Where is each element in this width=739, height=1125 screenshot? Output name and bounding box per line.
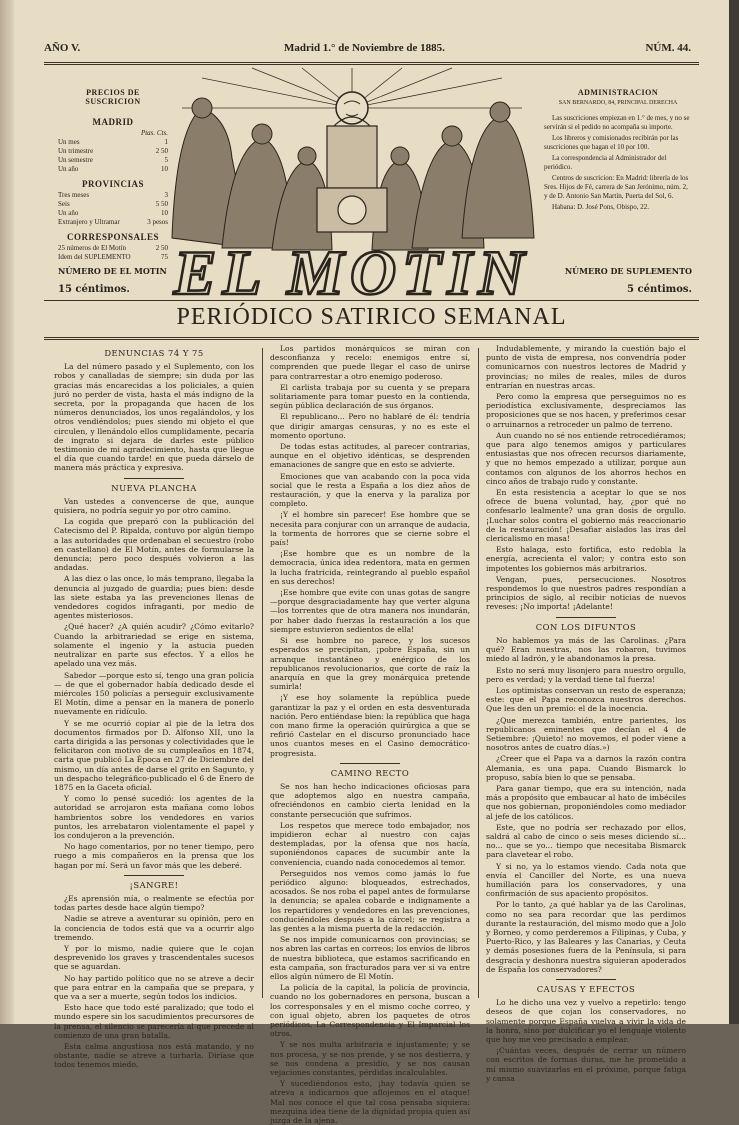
article-paragraph: Esta calma angustiosa nos está matando, y no obstante, nadie se atreve a turbarla. Diríase que todos tenemos miedo.: [54, 1042, 254, 1070]
article-paragraph: Indudablemente, y mirando la cuestión bajo el punto de vista de empresa, nos convendría poder comunicarnos con nuestros lectores de Madrid y provincias; no miles de reales, miles de duros entrarían en nuestras arcas.: [486, 344, 686, 390]
year-label: AÑO V.: [44, 42, 81, 54]
article-paragraph: Y si no, ya lo estamos viendo. Cada nota que envía el Canciller del Norte, es una nueva humillación para los conservadores, y una confirmación de sus apaciento propósitos.: [486, 861, 686, 899]
article-paragraph: Van ustedes a convencerse de que, aunque quisiera, no podría seguir yo por otro camino.: [54, 496, 254, 516]
date-label: Madrid 1.° de Noviembre de 1885.: [284, 42, 445, 54]
article-columns: [54, 344, 694, 1125]
price-row: Un año 10: [58, 209, 168, 217]
masthead-illustration: [162, 68, 542, 308]
article-paragraph: No hay partido político que no se atreve a decir que para entrar en la campaña que se prepara, y que va a ser a muerte, según todos los indicios.: [54, 973, 254, 1001]
column-divider: [262, 348, 263, 998]
article-paragraph: El carlista trabaja por su cuenta y se prepara solitariamente para tomar puesto en la contienda, según pública declaración de sus órganos.: [270, 382, 470, 411]
pedestal-icon: [317, 117, 387, 232]
price-row: Idem del SUPLEMENTO 75: [58, 253, 168, 261]
header-rule: [44, 62, 699, 65]
column-3: [486, 344, 686, 1083]
article-paragraph: Esto no será muy lisonjero para nuestro orgullo, pero es verdad; y la verdad tiene tal fuerza!: [486, 665, 686, 684]
article-paragraph: Y se me ocurrió copiar al pie de la letra dos documentos firmados por D. Alfonso XII, uno la carta dirigida a las personas y colectividades que le felicitaron con motivo de su cumpleaños en 1874, carta que publicó La Época en 27 de Diciembre del mismo, un día antes de darse el grito en Sagunto, y un despacho telegráfico-publicado el 6 de Enero de 1875 en la Gaceta oficial.: [54, 718, 254, 792]
article-paragraph: La cogida que preparó con la publicación del Catecismo del P. Ripalda, contuvo por algún tiempo a las autoridades que ordenaban el secuestro (robo en castellano) de El Motín, antes de formularse la denuncia; pero poco después volvieron a las andadas.: [54, 517, 254, 573]
article-paragraph: Los partidos monárquicos se miran con desconfianza y recelo: enemigos entre sí, comprenden que puede llegar el caso de unirse para contrarrestar a otro enemigo poderoso.: [270, 344, 470, 381]
article-paragraph: En esta resistencia a aceptar lo que se nos ofrece de buena voluntad, hay, ¿por qué no confesarlo lealmente? una gran dosis de orgullo. ¡Luchar solos contra el gobierno más reaccionario de la restauración! ¡Desafiar aislados las iras del clericalismo en masa!: [486, 488, 686, 544]
article-paragraph: Y se nos multa arbitraria e injustamente; y se nos procesa, y se nos prende, y se nos destierra, y se nos condena a presidio, y se nos causan vejaciones constantes, pérdidas incalculables.: [270, 1040, 470, 1078]
page-spine: [0, 0, 14, 1024]
page-content: [44, 28, 699, 1125]
masthead-drawing: [162, 68, 542, 308]
article-paragraph: No hablemos ya más de las Carolinas. ¿Para qué? Eran nuestras, nos las robaron, tuvimos miedo al ladrón, y le abandonamos la presa.: [486, 635, 686, 664]
administration-address: SAN BERNARDO, 84, PRINCIPAL DERECHA: [558, 100, 678, 106]
article-paragraph: Pero como la empresa que perseguimos no es periodística exclusivamente, despreciamos las proposiciones que se nos hacen, y preferimos cesar o arruinarnos a retroceder un palmo de terreno.: [486, 392, 686, 429]
supplement-price: 5 céntimos.: [627, 284, 692, 295]
madrid-prices: [58, 138, 168, 174]
section-divider: [556, 617, 616, 618]
article-paragraph: Este, que no podría ser rechazado por ellos, saldrá al cabo de cinco o seis meses diciendo sí... no... que se yo... tiempo que necesitaba Bismarck para clavetear el robo.: [486, 822, 686, 860]
article-paragraph: Los respetos que merece todo embajador, nos impidieron echar al nuestro con cajas destempladas, por la ofensa que nos hacía, suponiéndonos capaces de sucumbir ante la conveniencia, cuando nada conocedemos al temor.: [270, 820, 470, 867]
issue-price-box: [58, 266, 168, 295]
header-row: [44, 42, 699, 60]
issue-number: NÚM. 44.: [645, 42, 691, 54]
article-paragraph: A las diez o las once, lo más temprano, llegaba la denuncia al juzgado de guardia; pues bien: desde las siete estaba ya las prevenciones llenas de vendedores cogidos infraganti, por medio de agentes misteriosos.: [54, 574, 254, 621]
article-paragraph: Y por lo mismo, nadie quiere que le cojan desprevenido los graves y trascendentales sucesos que se aguardan.: [54, 943, 254, 972]
section-divider: [556, 979, 616, 980]
subscription-title: PRECIOS DE SUSCRICION: [85, 88, 141, 106]
article-paragraph: ¿Qué hacer? ¿A quién acudir? ¿Cómo evitarlo? Cuando la arbitrariedad se erige en sistema, solamente el ingenio y la astucia pueden neutralizar en parte sus efectos. Y a ellos he apelado una vez más.: [54, 622, 254, 669]
article-paragraph: Esto hace que todo esté paralizado; que todo el mundo espere sin los sacudimientos precursores de la prensa, el silencio se parecería al que precede al comienzo de una gran batalla.: [54, 1003, 254, 1040]
column-divider: [478, 348, 479, 998]
price-row: Un semestre 5: [58, 156, 168, 164]
price-row: 25 números de El Motín 2 50: [58, 244, 168, 252]
article-heading: CAUSAS Y EFECTOS: [536, 984, 636, 994]
article-paragraph: No hago comentarios, por no tener tiempo, pero ruego a mis compañeros en la prensa que los hagan por mí. Será un favor más que les deberé.: [54, 842, 254, 870]
article-heading: NUEVA PLANCHA: [111, 482, 197, 493]
article-paragraph: ¿Creer que el Papa va a darnos la razón contra Alemania, es una papa. Cuando Bismarck lo propuso, sabía bien lo que se pensaba.: [486, 754, 686, 782]
section-divider: [124, 875, 184, 876]
admin-line: Las suscriciones empiezan en 1.° de mes, y no se servirán si el pedido no acompaña su importe.: [544, 114, 690, 131]
article-paragraph: El republicano... Pero no hablaré de él: tendría que dirigir amargas censuras, y no es este el momento oportuno.: [270, 412, 470, 440]
price-row: Extranjero y Ultramar 3 pesos: [58, 218, 168, 226]
article-paragraph: Por lo tanto, ¿a qué hablar ya de las Carolinas, como no sea para recordar que las perdimos durante la restauración, del mismo modo que a Jolo y Borneo, y como perderemos a Filipinas, y Cuba, y Puerto-Rico, y las Baleares y las Canarias, y Ceuta y demás posesiones fuera de la Península, si para desgracia y deshonra nuestra siguieran apoderados de España los conservadores?: [486, 900, 686, 974]
correspondent-prices: [58, 244, 168, 262]
article-paragraph: ¡Y el hombre sin parecer! Ese hombre que se necesita para conjurar con un arranque de audacia, la tormenta de horrores que se cierne sobre el país!: [270, 510, 470, 548]
article-paragraph: Y como lo pensé sucedió: los agentes de la autoridad se arrojaron esta mañana como lobos hambrientos sobre los vendedores en varios puntos, les arrebataron violentamente el papel y los condujeron a la prevención.: [54, 794, 254, 840]
article-paragraph: ¡Ese hombre que evite con unas gotas de sangre—porque desgraciadamente hay que verter alguna—los torrentes que de otra manera nos inundarán, por haber dado fuerzas la restauración a los que siempre estuvieron sedientos de ella!: [270, 588, 470, 634]
article-heading: DENUNCIAS 74 Y 75: [104, 348, 204, 358]
subscription-prices: [58, 82, 168, 262]
article-paragraph: Perseguidos nos vemos como jamás lo fue periódico alguno: bloqueados, estrechados, acosados. Se nos roba el papel antes de formularse la denuncia; se apalea cobarde e indignamente a los repartidores y vendedores en las prevenciones, conduciéndoles después a la cárcel; se registra a las gentes a la misma puerta de la redacción.: [270, 868, 470, 933]
section-divider: [124, 478, 184, 479]
page-edge: [729, 0, 739, 1024]
supplement-price-label: NÚMERO DE SUPLEMENTO: [564, 266, 692, 276]
price-row: Tres meses 3: [58, 191, 168, 199]
admin-line: Habana: D. José Pons, Obispo, 22.: [552, 203, 650, 211]
price-row: Un mes 1: [58, 138, 168, 146]
article-paragraph: Esto halaga, esto fortifica, esto redobla la energía, acrecienta el valor; y contra esto son impotentes los gobiernos más arbitrarios.: [486, 545, 686, 573]
article-paragraph: Lo he dicho una vez y vuelvo a repetirlo: tengo deseos de que cojan los conservadores, no solamente porque España vuelva a vivir la vida de la honra, sino por dulcificar yo el lenguaje violento que hoy me veo precisado a emplear.: [486, 998, 686, 1045]
article-paragraph: Nadie se atreve a aventurar su opinión, pero en la conciencia de todos está que va a ocurrir algo tremendo.: [54, 914, 254, 942]
publication-subtitle: PERIÓDICO SATIRICO SEMANAL: [176, 304, 567, 330]
section-divider: [340, 763, 400, 764]
article-heading: ¡SANGRE!: [129, 879, 179, 890]
column-2: [270, 344, 470, 1125]
article-paragraph: ¿Es aprensión mía, o realmente se efectúa por todas partes desde hace algún tiempo?: [54, 893, 254, 913]
administration-title: ADMINISTRACION: [577, 88, 659, 97]
madrid-title: MADRID: [92, 117, 134, 127]
price-row: Un año 10: [58, 165, 168, 173]
article-paragraph: Se nos impide comunicarnos con provincias; se nos abren las cartas en correos; los envíos de libros de nuestra biblioteca, que estamos sacrificando en esta campaña, son fracturados para ver si va entre ellos algún número de El Motín.: [270, 935, 470, 981]
article-paragraph: Vengan, pues, persecuciones. Nosotros respondemos lo que nuestros padres respondían a principios de siglo, al recibir noticias de nuevos reveses: ¡No importa! ¡Adelante!: [486, 574, 686, 612]
column-1: [54, 344, 254, 1070]
admin-line: La correspondencia al Administrador del periódico.: [544, 154, 667, 171]
article-paragraph: ¡Ese hombre que es un nombre de la democracia, única idea redentora, mata en germen la lucha fratricida, reintegrando al pueblo español en sus derechos!: [270, 549, 470, 586]
price-row: Un trimestre 2 50: [58, 147, 168, 155]
issue-price: 15 céntimos.: [58, 284, 130, 295]
article-paragraph: Si ese hombre no parece, y los sucesos esperados se precipitan, ¡pobre España, sin un arranque instantáneo y enérgico de los republicanos revolucionarios, que corte de raíz la anarquía en que la grey monárquica pretende sumirla!: [270, 636, 470, 692]
units-label: Ptas. Cts.: [140, 129, 168, 137]
article-paragraph: Aun cuando no sé nos entiende retrocediéramos; que para algo tenemos amigos y particulares entusiastas que nos ofrecen recursos diariamente, y que no hemos empezado a utilizar, porque aun contamos con algunos de los ahorros hechos en cinco años de trabajo rudo y constante.: [486, 430, 686, 486]
subtitle-rule: [44, 337, 699, 340]
masthead-title: EL MOTIN: [173, 237, 531, 308]
article-paragraph: La del número pasado y el Suplemento, con los robos y canalladas de siempre; sin duda por las gracias más encarecidas a los policiales, a quien juró no perder de vista, hasta el más indigno de la secreta, por la propaganda que hacen de los números denunciados, los unos regalándolos, y los otros vendiéndolos; pues siendo mi objeto el que circulen, y llenándolo ellos cumplidamente, pecaría de ingrato si dejara de darles este público testimonio de mi agradecimiento, hasta que llegue el día que cuando tarde! en que pueda dárselo de manera más práctica y expresiva.: [54, 362, 254, 473]
correspondents-title: CORRESPONSALES: [66, 232, 160, 242]
province-prices: [58, 191, 168, 227]
provinces-title: PROVINCIAS: [81, 179, 144, 189]
article-paragraph: De todas estas actitudes, al parecer contrarias, aunque en el objetivo idénticas, se desprenden emanaciones de sangre que en esto se advierte.: [270, 442, 470, 470]
article-paragraph: Y sucediéndonos esto, ¡hay todavía quien se atreva a indicarnos que aflojemos en el ataque! Mal nos conoce el que tal cosa pensaba siquiera: mezquina idea tiene de la dignidad propia quien así juzga de la ajena.: [270, 1079, 470, 1125]
article-paragraph: Sabedor —porque esto sí, tengo una gran policía— de que el gobernador había dedicado desde el miércoles 150 policías a perseguir exclusivamente El Motín, dime a pensar en la manera de ponerlo nuevamente en ridículo.: [54, 670, 254, 717]
administration-box: [544, 82, 692, 212]
article-heading: CAMINO RECTO: [330, 767, 410, 778]
article-paragraph: ¿Que merezca también, entre parientes, los republicanos eminentes que decían el 4 de Setiembre: ¡Quieto! no movemos, el poder viene a nosotros antes de cuatro días.»): [486, 715, 686, 753]
article-paragraph: Emociones que van acabando con la poca vida social que le resta a España a los diez años de restauración, y que la enerva y la paraliza por completo.: [270, 471, 470, 509]
article-paragraph: Se nos han hecho indicaciones oficiosas para que adoptemos algo en nuestra campaña, ofreciéndonos en cambio cierta lenidad en la constante persecución que sufrimos.: [270, 781, 470, 819]
admin-line: Centros de suscricion: En Madrid: librería de los Sres. Hijos de Fé, carrera de San Jerónimo, núm. 2, y de D. Antonio San Martín, Puerta del Sol, 6.: [544, 174, 689, 200]
admin-line: Los libreros y comisionados recibirán por las suscriciones que hagan el 10 por 100.: [544, 134, 679, 151]
article-paragraph: Para ganar tiempo, que era su intención, nada más a propósito que embaucar al hato de imbéciles que nos gobiernan, proponiéndoles como mediador al jefe de los católicos.: [486, 783, 686, 821]
article-paragraph: ¡Cuántas veces, después de cerrar un número con escritos de formas duras, me he prometido a mí mismo suavizarlas en el próximo, porque fatiga y cansa: [486, 1046, 686, 1083]
article-paragraph: La policía de la capital, la policía de provincia, cuando no los gobernadores en persona, buscan a los corresponsales y en el mismo coche correo, y con igual objeto, abren los paquetes de otros periódicos, La Correspondencia y El Imparcial los otros.: [270, 983, 470, 1039]
article-paragraph: ¡Y ese hoy solamente la república puede garantizar la paz y el orden en esta desventurada nación. Pero entiéndase bien: la república que haga con mano firme la operación quirúrgica a que se refirió Castelar en el discurso pronunciado hace unos cuantos meses en el Casino democrático-progresista.: [270, 693, 470, 758]
article-paragraph: Los optimistas conservan un resto de esperanza; este: que el Papa reconozca nuestros derechos. Que les den un premio: el de la inocencia.: [486, 685, 686, 714]
article-heading: CON LOS DIFUNTOS: [535, 621, 637, 632]
supplement-price-box: [544, 266, 692, 295]
sun-face-icon: [336, 92, 368, 124]
masthead-rule: [44, 300, 699, 301]
issue-price-label: NÚMERO DE EL MOTIN: [58, 266, 167, 276]
price-row: Seis 5 50: [58, 200, 168, 208]
